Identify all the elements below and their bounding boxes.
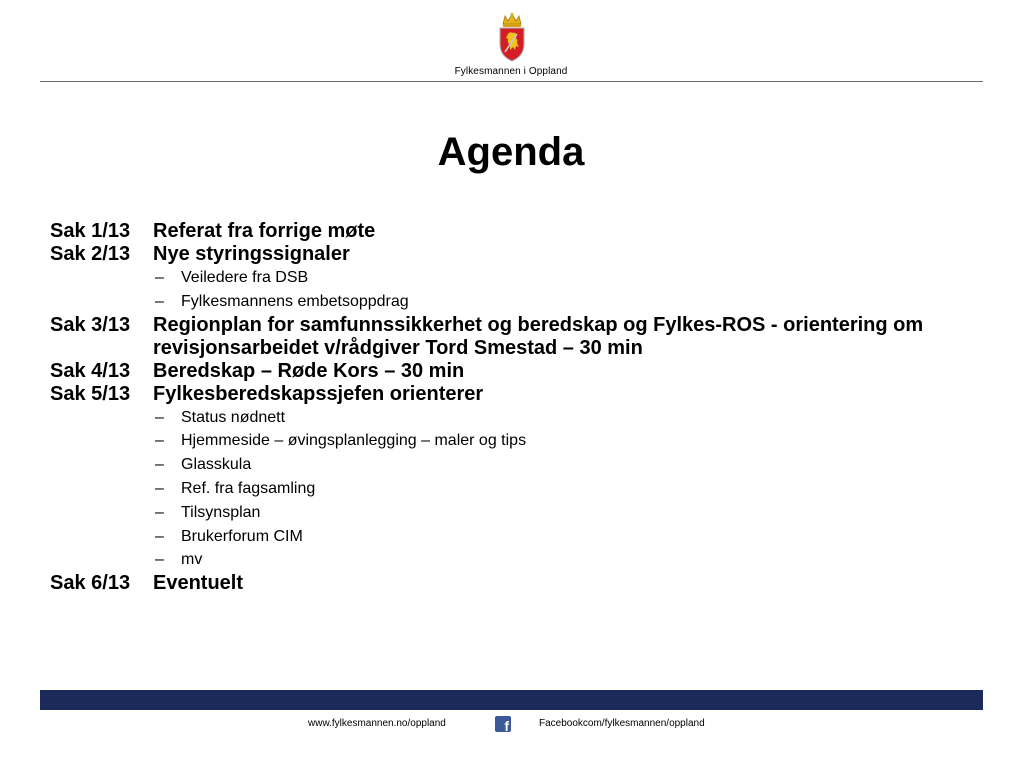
agenda-item-text: Regionplan for samfunnssikkerhet og beredskap og Fylkes-ROS - orientering om revisjonsarbeidet v/rådgiver Tord Smestad – 30 min [153,313,924,359]
agenda-subitem-text: Fylkesmannens embetsoppdrag [181,292,409,310]
facebook-icon[interactable]: f [495,716,511,732]
agenda-subitem [50,406,980,430]
agenda-subitem [50,548,980,572]
agenda-subitem-text: Veiledere fra DSB [181,269,309,286]
agenda-subitem [50,429,980,453]
agenda-item-text: Fylkesberedskapssjefen orienterer [153,382,484,405]
agenda-item-text: Eventuelt [153,572,244,595]
agenda-item [50,243,980,266]
organization-name: Fylkesmannen i Oppland [454,66,568,77]
agenda-subitem-text: Status nødnett [181,408,286,426]
agenda-item [50,383,980,406]
agenda-item-number: Sak 2/13 [50,243,131,265]
dash-bullet: – [155,551,164,569]
dash-bullet: – [155,269,164,286]
agenda-subitem [50,290,980,314]
dash-bullet: – [155,503,164,521]
agenda-subitem [50,453,980,477]
agenda-item [50,360,980,383]
dash-bullet: – [155,479,164,497]
coat-of-arms-icon [497,12,527,62]
agenda-item-text: Referat fra forrige møte [153,220,376,242]
agenda-subitem-text: Brukerforum CIM [181,527,303,545]
dash-bullet: – [155,432,164,450]
page-title: Agenda [437,130,585,174]
agenda-item [50,314,980,360]
agenda-item-text: Beredskap – Røde Kors – 30 min [153,359,465,382]
footer-bar [40,690,983,710]
website-link[interactable]: www.fylkesmannen.no/oppland [308,718,446,729]
agenda-item [50,220,980,243]
dash-bullet: – [155,527,164,545]
agenda-subitem-text: mv [181,551,203,569]
agenda-subitem-text: Ref. fra fagsamling [181,479,316,497]
agenda-subitem [50,501,980,525]
dash-bullet: – [155,292,164,310]
agenda-list [50,220,980,595]
agenda-subitem-text: Tilsynsplan [181,503,261,521]
agenda-subitem [50,266,980,290]
agenda-item-number: Sak 3/13 [50,313,131,336]
agenda-item-number: Sak 6/13 [50,572,131,595]
agenda-subitem [50,525,980,549]
agenda-item-text: Nye styringssignaler [153,243,350,265]
agenda-item-number: Sak 4/13 [50,359,131,382]
agenda-item-number: Sak 5/13 [50,382,131,405]
dash-bullet: – [155,456,164,474]
agenda-subitem-text: Glasskula [181,456,252,474]
agenda-subitem [50,477,980,501]
header-divider [40,81,983,82]
dash-bullet: – [155,408,164,426]
agenda-subitem-text: Hjemmeside – øvingsplanlegging – maler og tips [181,432,527,450]
facebook-link[interactable]: Facebookcom/fylkesmannen/oppland [539,718,705,729]
agenda-item [50,572,980,595]
agenda-item-number: Sak 1/13 [50,220,131,242]
